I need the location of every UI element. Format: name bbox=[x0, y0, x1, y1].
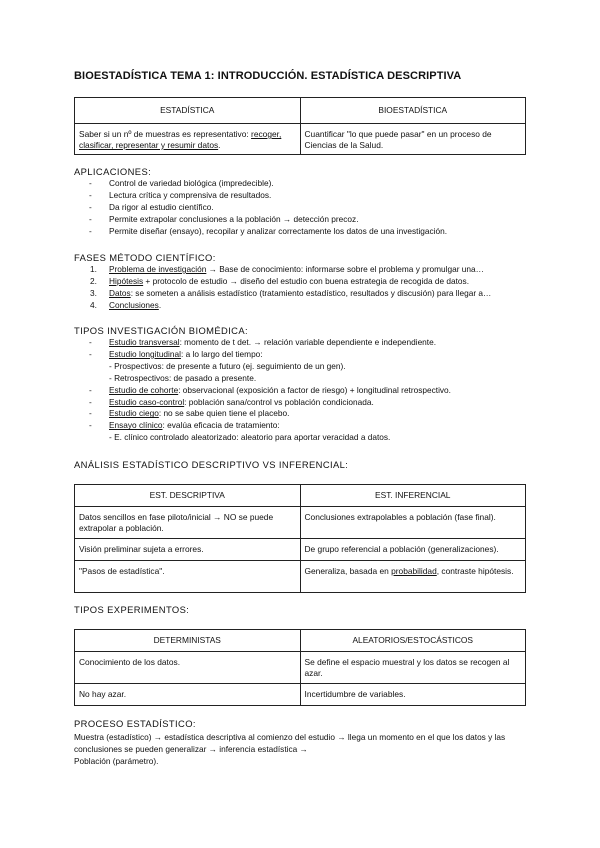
table-cell: Generaliza, basada en probabilidad, contraste hipótesis. bbox=[300, 561, 526, 593]
sub-item: - E. clínico controlado aleatorizado: aleatorio para aportar veracidad a datos. bbox=[109, 432, 391, 443]
sub-item: - Prospectivos: de presente a futuro (ej. seguimiento de un gen). bbox=[109, 360, 346, 371]
table-cell: Visión preliminar sujeta a errores. bbox=[75, 539, 301, 561]
list-item: - Estudio transversal: momento de t det. → relación variable dependiente e independiente. bbox=[89, 337, 437, 347]
table-header: ESTADÍSTICA bbox=[75, 98, 301, 124]
table-cell: Conocimiento de los datos. bbox=[75, 652, 301, 684]
table-cell: Incertidumbre de variables. bbox=[300, 684, 526, 706]
document-title: BIOESTADÍSTICA TEMA 1: INTRODUCCIÓN. ESTADÍSTICA DESCRIPTIVA bbox=[74, 70, 462, 82]
table-header: ALEATORIOS/ESTOCÁSTICOS bbox=[300, 630, 526, 652]
list-item: 2. Hipótesis + protocolo de estudio → diseño del estudio con buena estrategia de recogida de datos. bbox=[90, 275, 470, 286]
section-heading-aplicaciones: APLICACIONES: bbox=[74, 166, 152, 177]
table-header: DETERMINISTAS bbox=[75, 630, 301, 652]
list-item: 1. Problema de investigación → Base de conocimiento: informarse sobre el problema y promulgar una… bbox=[90, 264, 484, 274]
estadistica-vs-bioestadistica-table bbox=[74, 97, 526, 155]
tipos-investigacion-list bbox=[74, 337, 544, 444]
section-heading-experimentos: TIPOS EXPERIMENTOS: bbox=[74, 604, 190, 615]
table-header: EST. INFERENCIAL bbox=[300, 485, 526, 507]
list-item: - Control de variedad biológica (impredecible). bbox=[89, 178, 274, 188]
underlined-term: probabilidad bbox=[391, 566, 437, 576]
table-cell: Se define el espacio muestral y los datos se recogen al azar. bbox=[300, 652, 526, 684]
cell-text: . bbox=[218, 140, 221, 150]
list-item: - Estudio de cohorte: observacional (exposición a factor de riesgo) + longitudinal retrospectivo. bbox=[89, 384, 451, 395]
table-cell: Conclusiones extrapolables a población (fase final). bbox=[300, 507, 526, 539]
table-cell: "Pasos de estadística". bbox=[75, 561, 301, 593]
list-item: - Lectura crítica y comprensiva de resultados. bbox=[89, 189, 272, 200]
list-item: - Estudio ciego: no se sabe quien tiene el placebo. bbox=[89, 408, 290, 419]
table-header: BIOESTADÍSTICA bbox=[300, 98, 526, 124]
table-cell bbox=[75, 124, 301, 155]
list-item: 4. Conclusiones. bbox=[90, 299, 162, 310]
cell-text: Saber si un nº de muestras es representativo: bbox=[79, 129, 249, 139]
fases-list bbox=[74, 264, 544, 312]
experimentos-table bbox=[74, 629, 526, 706]
list-item: 3. Datos: se someten a análisis estadístico (tratamiento estadístico, resultados y discusión) para llegar a… bbox=[90, 287, 492, 298]
table-cell: No hay azar. bbox=[75, 684, 301, 706]
proceso-text: Muestra (estadístico) → estadística descriptiva al comienzo del estudio → llega un momento en el que los datos y las conclusiones se pueden generalizar → inferencia estadística → Población (parámetro). bbox=[74, 732, 506, 766]
section-heading-analisis: ANÁLISIS ESTADÍSTICO DESCRIPTIVO VS INFERENCIAL: bbox=[74, 459, 349, 470]
list-item: - Ensayo clínico: evalúa eficacia de tratamiento: - E. clínico controlado aleatorizado: aleatorio para aportar veracidad a datos. bbox=[74, 420, 544, 444]
table-cell: Datos sencillos en fase piloto/inicial → NO se puede extrapolar a población. bbox=[75, 507, 301, 539]
section-heading-proceso: PROCESO ESTADÍSTICO: bbox=[74, 718, 196, 729]
sub-item: - Retrospectivos: de pasado a presente. bbox=[109, 372, 257, 383]
section-heading-fases: FASES MÉTODO CIENTÍFICO: bbox=[74, 252, 216, 263]
table-header: EST. DESCRIPTIVA bbox=[75, 485, 301, 507]
list-item: - Da rigor al estudio científico. bbox=[89, 201, 214, 212]
table-cell: Cuantificar "lo que puede pasar" en un proceso de Ciencias de la Salud. bbox=[300, 124, 526, 155]
list-item: - Permite diseñar (ensayo), recopilar y analizar correctamente los datos de una investigación. bbox=[89, 225, 448, 236]
section-heading-tipos-investigacion: TIPOS INVESTIGACIÓN BIOMÉDICA: bbox=[74, 325, 249, 336]
table-cell: De grupo referencial a población (generalizaciones). bbox=[300, 539, 526, 561]
list-item: - Permite extrapolar conclusiones a la población → detección precoz. bbox=[89, 213, 359, 224]
list-item: - Estudio longitudinal: a lo largo del tiempo: - Prospectivos: de presente a futuro (ej. seguimiento de un gen). - Retrospectivos: de pasado a presente. bbox=[74, 349, 544, 385]
underlined-term: recoger, clasificar, representar y resumir datos bbox=[79, 129, 282, 150]
list-item: - Estudio caso-control: población sana/control vs población condicionada. bbox=[89, 396, 374, 407]
descriptiva-vs-inferencial-table bbox=[74, 484, 526, 593]
aplicaciones-list bbox=[74, 178, 544, 238]
